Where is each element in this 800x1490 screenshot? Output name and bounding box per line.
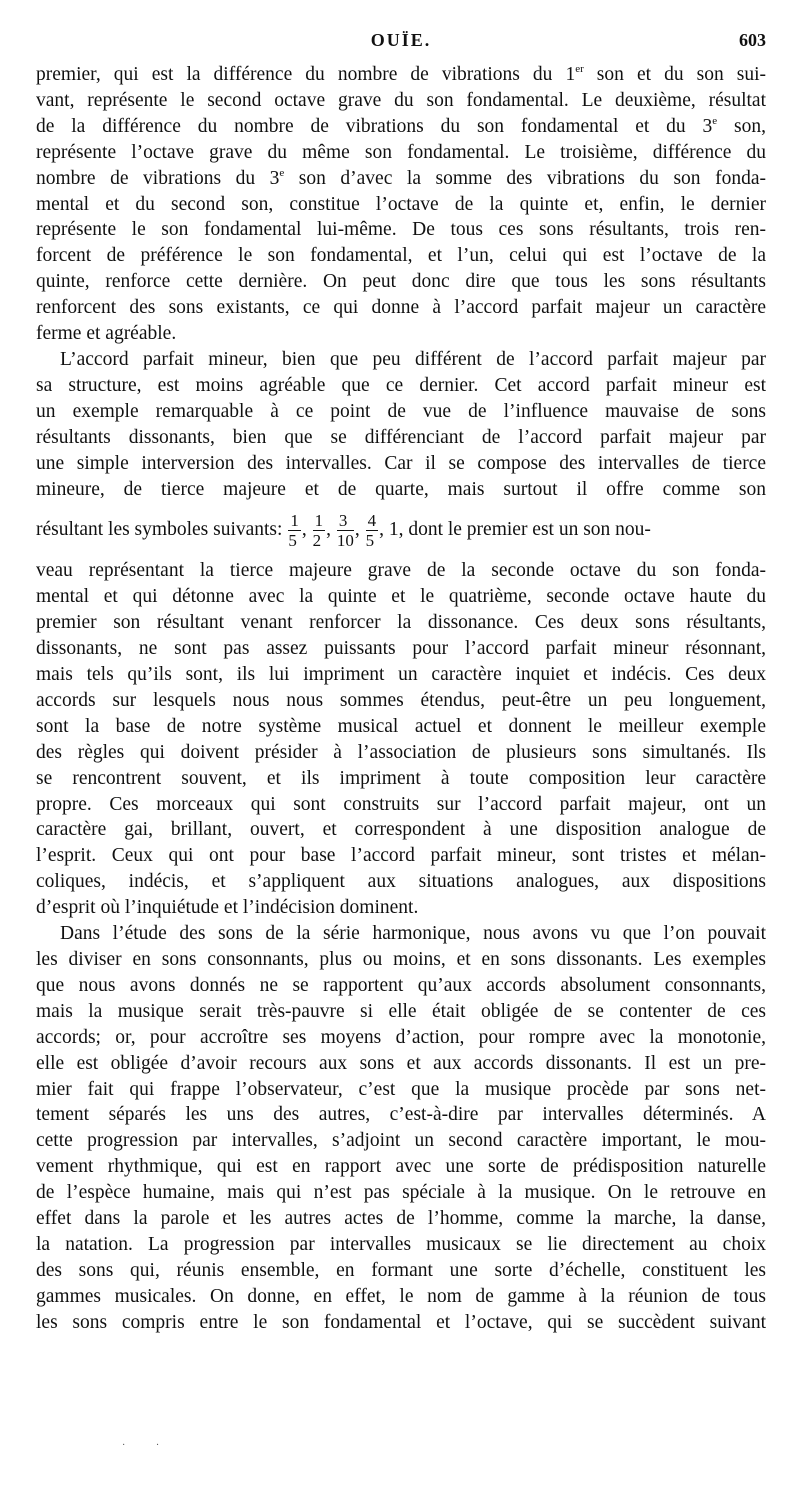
text-line: sont la base de notre système musical actuel et donnent le meilleur exemple [36,715,766,737]
text-line: dissonants, ne sont pas assez puissants pour l’accord parfait mineur résonnant, [36,638,766,660]
text-line: elle est obligée d’avoir recours aux sons et aux accords dissonants. Il est un pre- [36,1052,766,1074]
text-line: représente l’octave grave du même son fondamental. Le troisième, différence du [36,141,766,163]
text-line: Dans l’étude des sons de la série harmonique, nous avons vu que l’on pouvait [60,923,766,945]
text-line: de la différence du nombre de vibrations du son fondamental et du 3e son, [36,114,766,137]
text-line: ferme et agréable. [36,323,177,345]
running-title: OUÏE. [370,30,432,50]
text-line: cette progression par intervalles, s’adjoint un second caractère important, le mou- [36,1130,766,1152]
text-line: d’esprit où l’inquiétude et l’indécision dominent. [36,897,419,919]
text-line: premier, qui est la différence du nombre de vibrations du 1er son et du son sui- [36,63,766,85]
text-line: quinte, renforce cette dernière. On peut donc dire que tous les sons résultants [36,271,766,293]
fraction: $\frac{1}{5}$ [288,511,299,551]
text-line: tement séparés les uns des autres, c’est-à-dire par intervalles déterminés. A [36,1104,766,1126]
text-line: de l’espèce humaine, mais qui n’est pas spéciale à la musique. On le retrouve en [36,1182,766,1204]
text-line: résultants dissonants, bien que se différenciant de l’accord parfait majeur par [36,426,766,448]
text-line: une simple interversion des intervalles. Car il se compose des intervalles de tierce [36,452,766,474]
text-line: que nous avons donnés ne se rapportent qu’aux accords absolument consonnants, [36,974,766,996]
text-body [36,62,766,1336]
text-line: accords; or, pour accroître ses moyens d’action, pour rompre avec la monotonie, [36,1026,766,1048]
text-line: des règles qui doivent présider à l’association de plusieurs sons simultanés. Ils [36,741,766,763]
text-line: mier fait qui frappe l’observateur, c’est que la musique procède par sons net- [36,1078,766,1100]
text-line: premier son résultant venant renforcer la dissonance. Ces deux sons résultants, [36,612,766,634]
text-line: mineure, de tierce majeure et de quarte, mais surtout il offre comme son [36,478,766,500]
text-line: propre. Ces morceaux qui sont construits sur l’accord parfait majeur, ont un [36,793,766,815]
text-line: forcent de préférence le son fondamental, et l’un, celui qui est l’octave de la [36,245,766,267]
text-line: effet dans la parole et les autres actes de l’homme, comme la marche, la danse, [36,1208,766,1230]
text-line: renforcent des sons existants, ce qui donne à l’accord parfait majeur un caractère [36,297,766,319]
text-line: accords sur lesquels nous nous sommes étendus, peut-être un peu longuement, [36,689,766,711]
text-line: coliques, indécis, et s’appliquent aux situations analogues, aux dispositions [36,871,766,893]
text-line: un exemple remarquable à ce point de vue de l’influence mauvaise de sons [36,400,766,422]
text-line: vement rhythmique, qui est en rapport avec une sorte de prédisposition naturelle [36,1156,766,1178]
fraction: $\frac{1}{2}$ [312,511,324,551]
text-line: gammes musicales. On donne, en effet, le nom de gamme à la réunion de tous [36,1285,766,1307]
text-line: représente le son fondamental lui-même. De tous ces sons résultants, trois ren- [36,219,766,241]
text-line: les diviser en sons consonnants, plus ou moins, et en sons dissonants. Les exemples [36,949,766,970]
text-line: vant, représente le second octave grave du son fondamental. Le deuxième, résultat [36,89,766,111]
text-line: se rencontrent souvent, et ils impriment à toute composition leur caractère [36,767,766,789]
print-marks: · · [122,1440,174,1451]
text-line: L’accord parfait mineur, bien que peu différent de l’accord parfait majeur par [60,348,766,370]
text-line: sa structure, est moins agréable que ce dernier. Cet accord parfait mineur est [36,374,766,396]
fraction: $\frac{3}{10}$ [336,511,354,551]
text-line: mental et du second son, constitue l’octave de la quinte et, enfin, le dernier [36,193,766,215]
text-line: caractère gai, brillant, ouvert, et correspondent à une disposition analogue de [36,819,766,841]
page-number: 603 [739,30,766,50]
running-header [36,30,766,54]
text-line: la natation. La progression par intervalles musicaux se lie directement au choix [36,1233,766,1255]
text-line: nombre de vibrations du 3e son d’avec la somme des vibrations du son fonda- [36,166,766,189]
text-line: veau représentant la tierce majeure grave de la seconde octave du son fonda- [36,560,766,582]
text-line: mais la musique serait très-pauvre si elle était obligée de se contenter de ces [36,1000,766,1022]
text-line: les sons compris entre le son fondamental et l’octave, qui se succèdent suivant [36,1311,766,1333]
math-line: résultant les symboles suivants: $\frac{1}{5}$ , $\frac{1}{2}$ , $\frac{3}{10}$ , $\frac{4}{5}$ , 1, dont le premier est un son nou- [36,511,651,551]
text-line: l’esprit. Ceux qui ont pour base l’accord parfait mineur, sont tristes et mélan- [36,845,766,867]
text-line: des sons qui, réunis ensemble, en formant une sorte d’échelle, constituent les [36,1259,766,1281]
text-line: mental et qui détonne avec la quinte et le quatrième, seconde octave haute du [36,586,766,608]
text-line: mais tels qu’ils sont, ils lui impriment un caractère inquiet et indécis. Ces deux [36,664,766,686]
fraction: $\frac{4}{5}$ [365,511,377,551]
